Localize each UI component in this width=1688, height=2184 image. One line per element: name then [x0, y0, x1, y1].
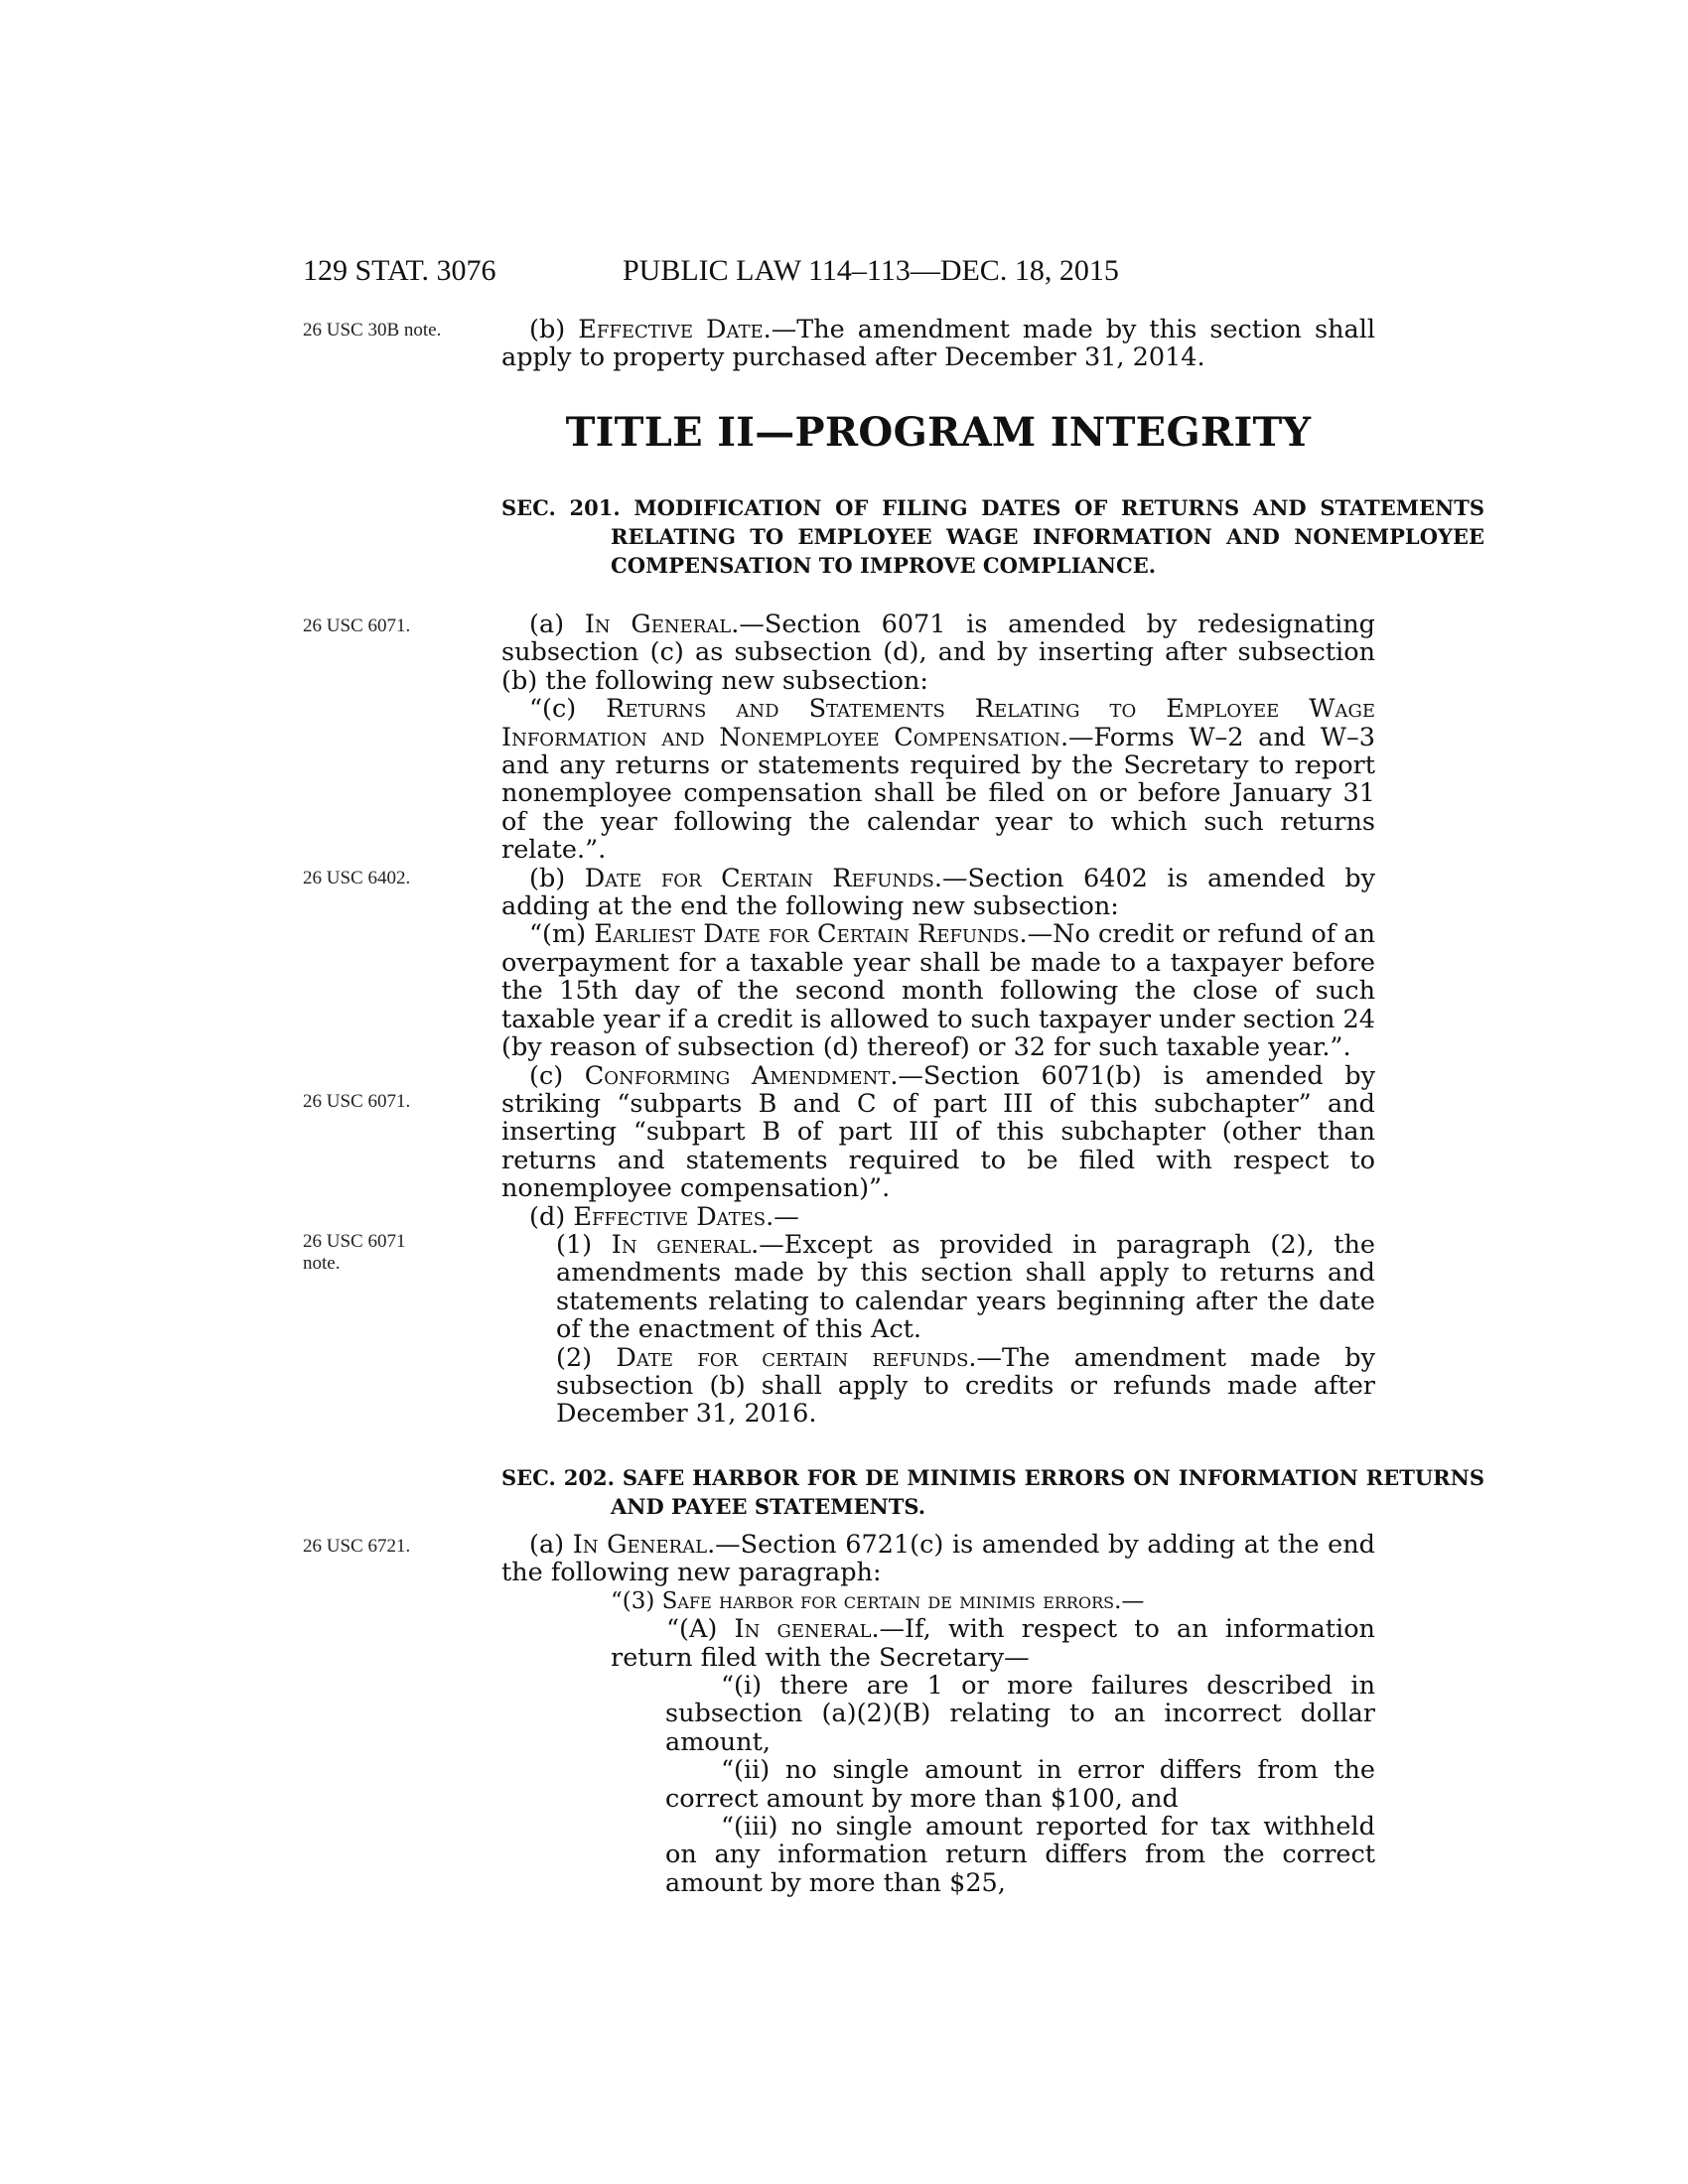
paragraph-text: .—Section 6071 is amended by redesignating subsection (c) as subsection (d), and by inserting after subsection (b) the following new subsection:	[501, 610, 1375, 696]
section-201-body	[501, 611, 1375, 1429]
paragraph-3	[501, 1587, 1375, 1615]
paragraph-heading: In general	[611, 1229, 752, 1260]
subsection-a	[501, 611, 1375, 695]
paragraph-text: .—The amendment made by subsection (b) shall apply to credits or refunds made after December 31, 2016.	[556, 1342, 1375, 1430]
paragraph-text: .—Except as provided in paragraph (2), the amendments made by this section shall apply to returns and statements relating to calendar years beginning after the date of the enactment of this Act.	[556, 1229, 1375, 1345]
paragraph-heading: In General	[584, 610, 732, 639]
paragraph-lead: (2)	[556, 1342, 617, 1373]
margin-note	[303, 1231, 462, 1275]
section-202-subsection-a	[501, 1531, 1375, 1587]
margin-note-line: note.	[303, 1253, 341, 1274]
page-header	[303, 254, 1375, 294]
paragraph-text: .—Section 6071(b) is amended by striking “subparts B and C of part III of this subchapter” and inserting “subpart B of part III of this subchapter (other than returns and statements required to be filed with respect to nonemployee compensation)”.	[501, 1060, 1375, 1204]
paragraph-text: .—Forms W–2 and W–3 and any returns or statements required by the Secretary to report nonemployee compensation shall be filed on or before January 31 of the year following the calendar year to which such returns relate.”.	[501, 722, 1375, 866]
paragraph-heading: Effective Date	[578, 315, 764, 344]
clause-ii: “(ii) no single amount in error differs from the correct amount by more than $100, and	[665, 1755, 1375, 1814]
clause-i: “(i) there are 1 or more failures described in subsection (a)(2)(B) relating to an incorrect dollar amount,	[665, 1671, 1375, 1757]
section-202-body	[501, 1531, 1375, 1897]
paragraph-text: .—Section 6721(c) is amended by adding at the end the following new paragraph:	[501, 1530, 1376, 1588]
paragraph-text: .—The amendment made by this section shall apply to property purchased after December 31, 2014.	[501, 315, 1375, 373]
paragraph-lead: (1)	[556, 1229, 612, 1260]
paragraph-lead: (a)	[529, 610, 585, 639]
margin-note: 26 USC 6071.	[303, 615, 411, 636]
subsection-a-quote	[501, 695, 1375, 864]
margin-note-line: 26 USC 6071	[303, 1231, 406, 1252]
paragraph-lead: (c)	[529, 1060, 585, 1091]
paragraph-lead: (a)	[529, 1530, 573, 1560]
paragraph-lead: “(c)	[529, 694, 607, 725]
public-law-citation: PUBLIC LAW 114–113—DEC. 18, 2015	[623, 254, 1119, 287]
paragraph-d2	[501, 1344, 1375, 1429]
paragraph-heading: Earliest Date for Certain Refunds	[594, 919, 1020, 950]
paragraph-lead: “(A)	[666, 1614, 735, 1645]
paragraph-lead: “(m)	[529, 919, 595, 950]
paragraph-heading: In General	[572, 1530, 708, 1560]
subparagraph-A	[501, 1615, 1375, 1672]
clause-iii: “(iii) no single amount reported for tax withheld on any information return differs from the correct amount by more than $25,	[665, 1812, 1375, 1898]
subsection-c	[501, 1062, 1375, 1203]
paragraph-heading: Conforming Amendment	[584, 1060, 891, 1091]
paragraph-text: .—	[1114, 1587, 1145, 1614]
section-202-heading: SEC. 202. SAFE HARBOR FOR DE MINIMIS ERRORS ON INFORMATION RETURNS AND PAYEE STATEMENTS.	[501, 1465, 1484, 1519]
margin-note: 26 USC 6402.	[303, 868, 411, 888]
paragraph-text: .—If, with respect to an information return filed with the Secretary—	[611, 1614, 1375, 1673]
paragraph-text: .—No credit or refund of an overpayment for a taxable year shall be made to a taxpayer before the 15th day of the second month following the close of such taxable year if a credit is allowed to such taxpayer under section 24 (by reason of subsection (d) thereof) or 32 for such taxable year.”.	[501, 919, 1375, 1063]
paragraph-lead: (b)	[529, 863, 585, 893]
statute-page-number: 129 STAT. 3076	[303, 254, 496, 287]
subsection-b-quote	[501, 920, 1375, 1061]
effective-date-paragraph	[501, 316, 1375, 372]
paragraph-d1	[501, 1231, 1375, 1344]
paragraph-text: .—Section 6402 is amended by adding at the end the following new subsection:	[501, 863, 1375, 922]
paragraph-heading: In general	[734, 1614, 872, 1645]
section-201-heading: SEC. 201. MODIFICATION OF FILING DATES OF RETURNS AND STATEMENTS RELATING TO EMPLOYEE WAGE INFORMATION AND NONEMPLOYEE COMPENSATION TO IMPROVE COMPLIANCE.	[501, 495, 1484, 578]
paragraph-lead: (b)	[529, 315, 579, 344]
paragraph-heading: Effective Dates	[573, 1201, 767, 1232]
paragraph-lead: “(3)	[611, 1587, 662, 1614]
paragraph-heading: Date for certain refunds	[616, 1342, 969, 1373]
subsection-b	[501, 865, 1375, 921]
paragraph-heading: Returns and Statements Relating to Employee Wage Information and Nonemployee Compensation	[501, 694, 1376, 752]
paragraph-text: .—	[766, 1201, 799, 1232]
margin-note: 26 USC 6721.	[303, 1536, 411, 1557]
paragraph-heading: Date for Certain Refunds	[584, 863, 934, 893]
subsection-d	[501, 1203, 1375, 1231]
paragraph-lead: (d)	[529, 1201, 574, 1232]
margin-note: 26 USC 30B note.	[303, 320, 442, 341]
title-heading: TITLE II—PROGRAM INTEGRITY	[565, 409, 1312, 456]
paragraph-heading: Safe harbor for certain de minimis errors	[661, 1587, 1115, 1614]
margin-note: 26 USC 6071.	[303, 1091, 411, 1112]
